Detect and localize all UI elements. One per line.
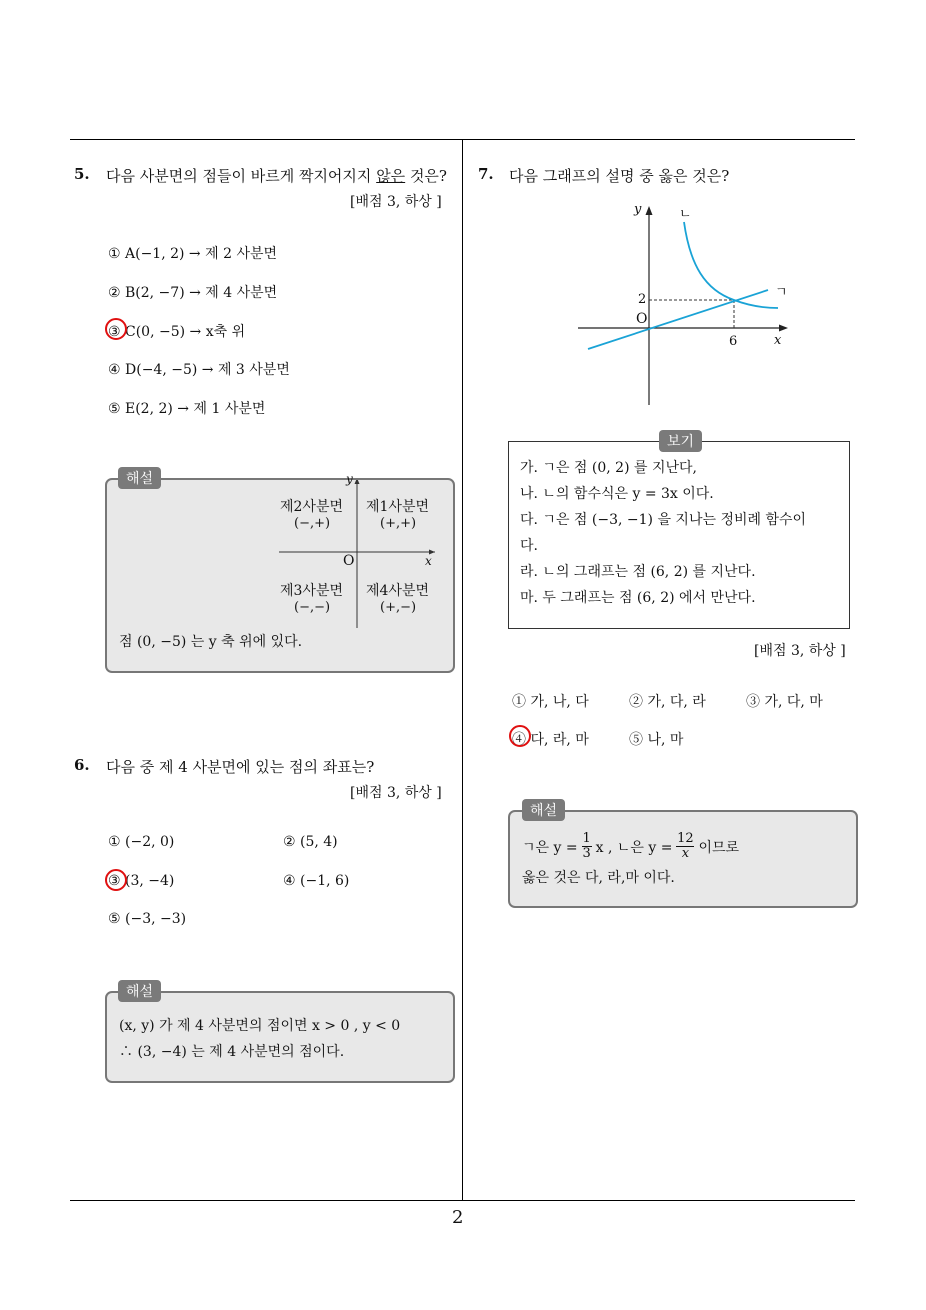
q7-option-2[interactable]: ② 가, 다, 라	[629, 694, 706, 710]
q7-expl-part-b: x , ㄴ은 y =	[595, 839, 673, 856]
q7-expl-part-c: 이므로	[698, 839, 740, 856]
q7-expl-fraction-1	[582, 832, 592, 861]
q7-graph-ytick: 2	[638, 292, 647, 307]
bottom-rule	[70, 1200, 855, 1201]
q5-answer-circle	[105, 318, 127, 340]
q6-option-1[interactable]: ① (−2, 0)	[108, 834, 175, 850]
q5-option-5[interactable]: ⑤ E(2, 2) → 제 1 사분면	[108, 401, 266, 417]
quadrant-3-signs: (−,−)	[294, 600, 331, 615]
q7-expl-f1-numerator: 1	[582, 831, 591, 846]
q5-text-underlined: 않은	[376, 167, 406, 185]
q7-box-line-5: 라. ㄴ의 그래프는 점 (6, 2) 를 지난다.	[520, 564, 756, 580]
q6-option-3[interactable]: ③ (3, −4)	[108, 873, 175, 889]
q7-option-5[interactable]: ⑤ 나, 마	[629, 732, 684, 748]
q7-explanation-tab: 해설	[522, 799, 565, 821]
quadrant-origin-label: O	[343, 553, 355, 569]
q7-graph-line	[588, 290, 768, 349]
q7-box-line-1: 가. ㄱ은 점 (0, 2) 를 지난다,	[520, 460, 697, 476]
q6-answer-circle	[105, 869, 127, 891]
quadrant-2-label: 제2사분면	[280, 499, 344, 515]
q5-option-2[interactable]: ② B(2, −7) → 제 4 사분면	[108, 285, 278, 301]
q7-explanation-line-1	[522, 832, 739, 861]
q7-graph-origin: O	[636, 311, 648, 327]
quadrant-y-label: y	[346, 472, 353, 486]
q7-option-4[interactable]: ④ 다, 라, 마	[512, 732, 589, 748]
q6-explanation-box	[105, 991, 455, 1083]
quadrant-3-label: 제3사분면	[280, 583, 344, 599]
q6-option-5[interactable]: ⑤ (−3, −3)	[108, 911, 187, 927]
q7-expl-f2-numerator: 12	[677, 831, 694, 846]
q7-box-line-6: 마. 두 그래프는 점 (6, 2) 에서 만난다.	[520, 590, 756, 606]
q7-expl-f1-denominator: 3	[582, 846, 591, 861]
q5-option-4[interactable]: ④ D(−4, −5) → 제 3 사분면	[108, 362, 290, 378]
q7-explanation-box	[508, 810, 858, 908]
q7-choices-box-title: 보기	[659, 430, 702, 452]
q7-text: 다음 그래프의 설명 중 옳은 것은?	[509, 167, 730, 185]
q5-explanation-tab: 해설	[118, 467, 161, 489]
q5-explanation-box	[105, 472, 455, 673]
quadrant-4-signs: (+,−)	[380, 600, 417, 615]
q7-box-line-4: 다.	[520, 538, 538, 554]
q5-option-1[interactable]: ① A(−1, 2) → 제 2 사분면	[108, 246, 278, 262]
q7-option-1[interactable]: ① 가, 나, 다	[512, 694, 589, 710]
column-divider	[462, 139, 463, 1201]
q5-text-prefix: 다음 사분면의 점들이 바르게 짝지어지지	[106, 167, 377, 185]
q6-option-4[interactable]: ④ (−1, 6)	[283, 873, 350, 889]
q6-explanation-line-2: ∴ (3, −4) 는 제 4 사분면의 점이다.	[119, 1044, 345, 1060]
q7-graph-xtick: 6	[729, 334, 738, 349]
q7-box-line-3: 다. ㄱ은 점 (−3, −1) 을 지나는 정비례 함수이	[520, 512, 807, 528]
q7-graph-x-label: x	[774, 333, 782, 348]
q7-graph	[570, 195, 810, 415]
q5-text-suffix: 것은?	[405, 167, 447, 185]
q7-graph-line-label: ㄱ	[775, 285, 788, 300]
q7-answer-circle	[509, 725, 531, 747]
q7-expl-part-a: ㄱ은 y =	[522, 839, 578, 856]
q7-expl-fraction-2	[676, 832, 694, 861]
q7-option-3[interactable]: ③ 가, 다, 마	[746, 694, 823, 710]
quadrant-1-label: 제1사분면	[366, 499, 430, 515]
q7-expl-f2-denominator: x	[681, 846, 690, 861]
q7-number: 7.	[478, 165, 494, 183]
q7-box-line-2: 나. ㄴ의 함수식은 y = 3x 이다.	[520, 486, 714, 502]
quadrant-1-signs: (+,+)	[380, 516, 417, 531]
q6-option-2[interactable]: ② (5, 4)	[283, 834, 338, 850]
q6-explanation-line-1: (x, y) 가 제 4 사분면의 점이면 x > 0 , y < 0	[119, 1018, 401, 1034]
q5-explanation-text: 점 (0, −5) 는 y 축 위에 있다.	[119, 634, 303, 650]
q6-text: 다음 중 제 4 사분면에 있는 점의 좌표는?	[106, 758, 375, 776]
page-number: 2	[452, 1207, 464, 1228]
q6-explanation-tab: 해설	[118, 980, 161, 1002]
q5-option-3[interactable]: ③ C(0, −5) → x축 위	[108, 324, 246, 340]
quadrant-4-label: 제4사분면	[366, 583, 430, 599]
q5-score: [배점 3, 하상 ]	[350, 194, 442, 210]
q5-text	[106, 165, 447, 186]
q7-explanation-line-2: 옳은 것은 다, 라,마 이다.	[522, 870, 675, 886]
quadrant-2-signs: (−,+)	[294, 516, 331, 531]
q6-number: 6.	[74, 756, 90, 774]
q7-graph-y-label: y	[634, 202, 642, 217]
q7-score: [배점 3, 하상 ]	[754, 643, 846, 659]
q6-score: [배점 3, 하상 ]	[350, 785, 442, 801]
quadrant-x-label: x	[425, 554, 432, 568]
q5-number: 5.	[74, 165, 90, 183]
q7-graph-curve-label: ㄴ	[679, 207, 692, 222]
q7-graph-curve	[684, 222, 778, 308]
q7-choices-box	[508, 441, 850, 629]
